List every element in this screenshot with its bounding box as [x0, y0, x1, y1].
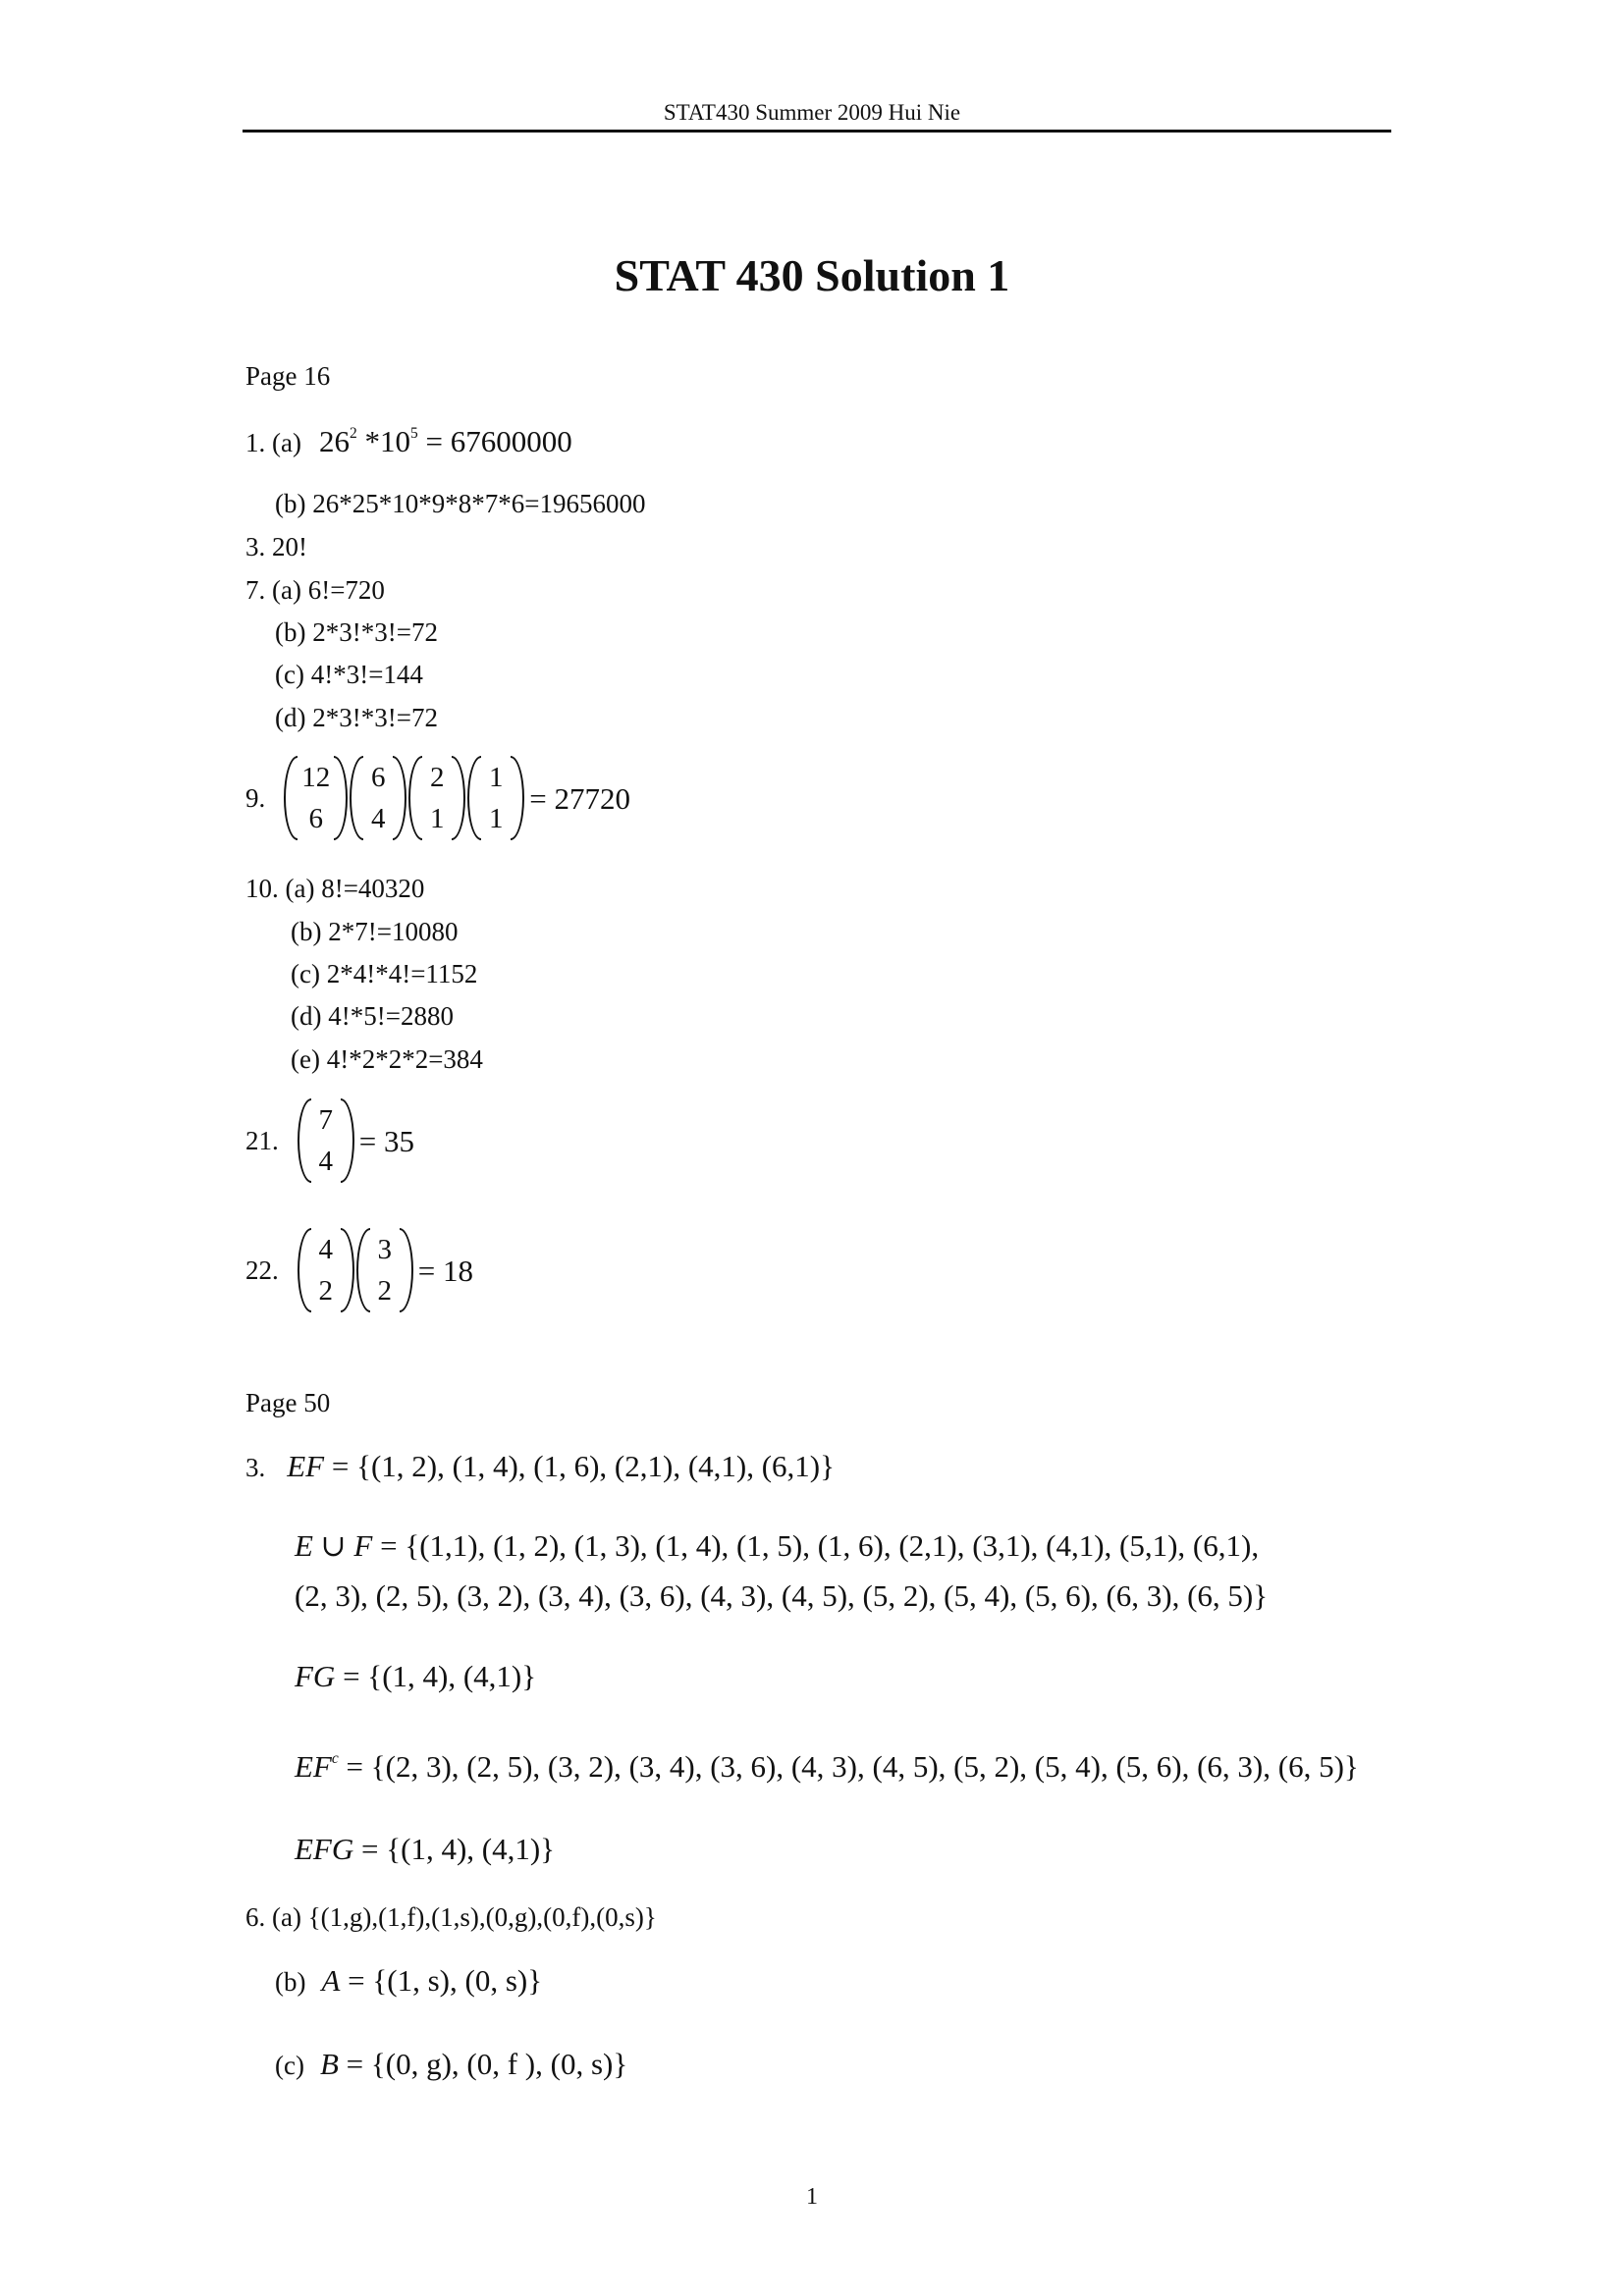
left-paren [284, 756, 298, 840]
label: 1. (a) [245, 428, 301, 457]
problem-7b: (b) 2*3!*3!=72 [275, 617, 438, 647]
binom-bottom: 2 [318, 1275, 333, 1307]
binom-top: 4 [318, 1234, 333, 1265]
problem-22 [245, 1228, 473, 1312]
binom-top: 3 [377, 1234, 392, 1265]
binomial-coefficient [284, 756, 348, 840]
binom-top: 12 [301, 762, 331, 793]
left-paren [298, 1098, 311, 1183]
equation: $26^2$ $*10^5 = 67600000$ [318, 424, 572, 458]
section-heading-page-50: Page 50 [245, 1388, 331, 1417]
right-paren [452, 756, 465, 840]
problem-6a: 6. (a) {(1,g),(1,f),(1,s),(0,g),(0,f),(0,s)} [245, 1902, 657, 1932]
binom-top: 1 [489, 762, 504, 793]
right-paren [400, 1228, 413, 1312]
right-paren [341, 1228, 354, 1312]
problem-6b: (b) A = {(1, s), (0, s)} [275, 1963, 543, 1998]
binom-bottom: 1 [489, 803, 504, 834]
left-paren [467, 756, 481, 840]
binomial-coefficient [298, 1098, 354, 1183]
problem-3-ef-complement: $EF^c = \{(2$, 3), (2, 5), (3, 2), (3, 4), (3, 6), (4, 3), (4, 5), (5, 2), (5, 4), (5, 6), (6, 3), (6, 5)} [295, 1749, 1359, 1784]
binomial-coefficient [350, 756, 406, 840]
problem-3-ef: 3. EF = {(1, 2), (1, 4), (1, 6), (2,1), (4,1), (6,1)} [245, 1449, 835, 1483]
problem-3-fg: FG = {(1, 4), (4,1)} [295, 1659, 537, 1693]
left-paren [356, 1228, 370, 1312]
running-header: STAT430 Summer 2009 Hui Nie [663, 100, 961, 125]
binom-bottom: 4 [318, 1146, 333, 1177]
binom-bottom: 2 [377, 1275, 392, 1307]
binomial-coefficient [467, 756, 524, 840]
right-paren [341, 1098, 354, 1183]
section-heading-page-16: Page 16 [245, 361, 331, 391]
label: 9. [245, 782, 266, 813]
problem-10c: (c) 2*4!*4!=1152 [291, 959, 478, 988]
result: = 35 [358, 1123, 414, 1158]
problem-7c: (c) 4!*3!=144 [275, 660, 423, 689]
problem-6c: (c) B = {(0, g), (0, f ), (0, s)} [275, 2047, 628, 2081]
binom-bottom: 1 [430, 803, 445, 834]
left-paren [350, 756, 363, 840]
problem-9 [245, 756, 630, 840]
problem-21 [245, 1098, 414, 1183]
binom-bottom: 4 [371, 803, 386, 834]
result: = 27720 [529, 780, 630, 816]
right-paren [334, 756, 348, 840]
problem-7d: (d) 2*3!*3!=72 [275, 703, 438, 732]
binomial-coefficient [356, 1228, 413, 1312]
label: 21. [245, 1125, 279, 1155]
binom-top: 6 [371, 762, 386, 793]
problem-10d: (d) 4!*5!=2880 [291, 1001, 454, 1031]
problem-3: 3. 20! [245, 532, 307, 561]
right-paren [393, 756, 406, 840]
page-number: 1 [806, 2184, 818, 2210]
binom-bottom: 6 [308, 803, 323, 834]
header-rule [243, 130, 1391, 133]
left-paren [298, 1228, 311, 1312]
problem-3-union-line1: E ∪ F = {(1,1), (1, 2), (1, 3), (1, 4), (1, 5), (1, 6), (2,1), (3,1), (4,1), (5,1), (6,1), [295, 1528, 1260, 1563]
problem-1a [245, 426, 572, 456]
label: 22. [245, 1255, 279, 1285]
problem-3-union-line2: (2, 3), (2, 5), (3, 2), (3, 4), (3, 6), (4, 3), (4, 5), (5, 2), (5, 4), (5, 6), (6, 3), (6, 5)} [295, 1578, 1269, 1613]
page-title: STAT 430 Solution 1 [614, 250, 1010, 300]
problem-10a: 10. (a) 8!=40320 [245, 874, 425, 903]
left-paren [408, 756, 422, 840]
binomial-coefficient [408, 756, 465, 840]
right-paren [511, 756, 524, 840]
result: = 18 [417, 1253, 473, 1288]
problem-10b: (b) 2*7!=10080 [291, 917, 459, 946]
problem-3-efg: EFG = {(1, 4), (4,1)} [295, 1832, 556, 1866]
problem-1b: (b) 26*25*10*9*8*7*6=19656000 [275, 489, 646, 518]
problem-7a: 7. (a) 6!=720 [245, 575, 385, 605]
problem-10e: (e) 4!*2*2*2=384 [291, 1044, 483, 1074]
binom-top: 2 [430, 762, 445, 793]
binomial-coefficient [298, 1228, 354, 1312]
binom-top: 7 [318, 1104, 333, 1136]
